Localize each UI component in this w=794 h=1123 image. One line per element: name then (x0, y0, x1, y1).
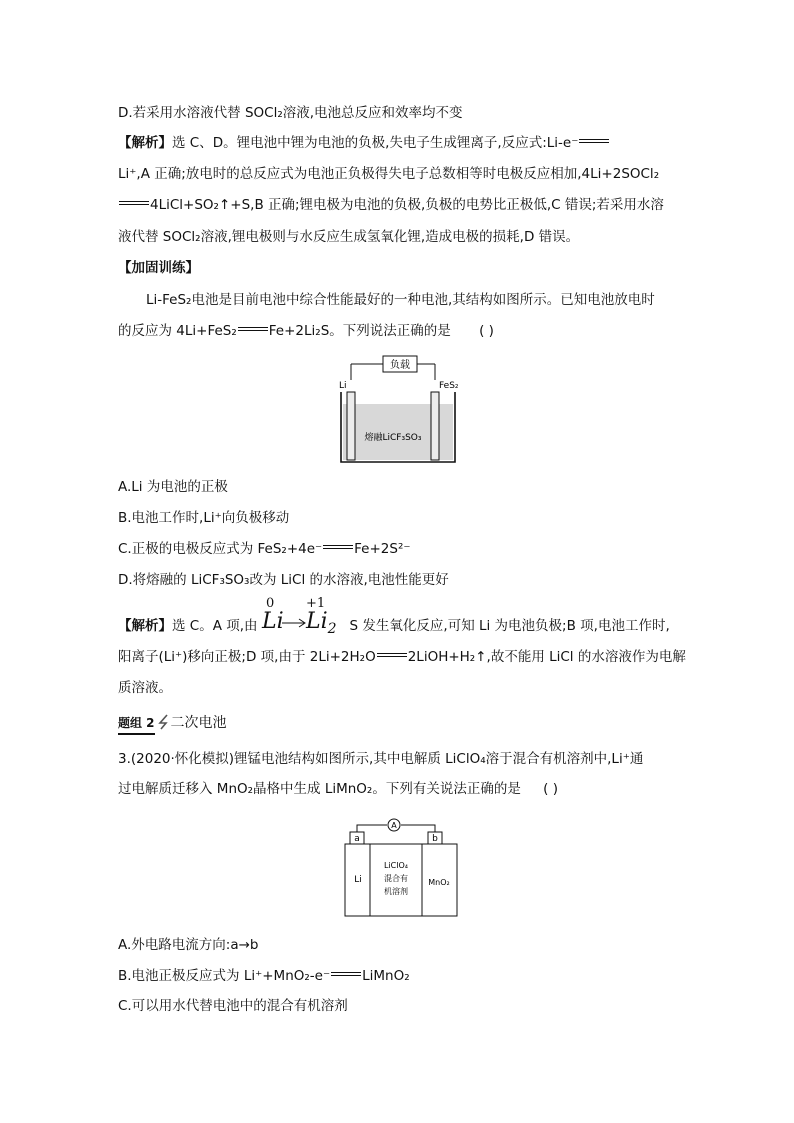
equal-arrow (238, 327, 268, 331)
mno2-label: MnO₂ (428, 878, 450, 887)
q3-option-a: A.外电路电流方向:a→b (118, 937, 259, 953)
wire-left (357, 825, 387, 832)
li-fes2-cell-diagram (335, 352, 465, 464)
question-3-line-1: 3.(2020·怀化模拟)锂锰电池结构如图所示,其中电解质 LiClO₄溶于混合有机溶剂中,Li⁺通 (118, 751, 644, 767)
electrolyte-label: 熔融LiCF₃SO₃ (364, 433, 422, 443)
q3-option-c: C.可以用水代替电池中的混合有机溶剂 (118, 998, 348, 1014)
equal-arrow (119, 201, 149, 205)
analysis-text: 阳离子(Li⁺)移向正极;D 项,由于 2Li+2H₂O (118, 649, 376, 665)
analysis-tag: 【解析】 (118, 618, 172, 634)
answer-paren: ( ) (479, 323, 494, 339)
analysis-2-line-1 (118, 616, 670, 636)
equal-arrow (579, 139, 609, 143)
equal-arrow (323, 545, 353, 549)
lightning-icon (157, 714, 171, 730)
analysis-text: Li⁺,A 正确;放电时的总反应式为电池正负极得失电子总数相等时电极反应相加,4Li+2SOCl₂ (118, 166, 660, 182)
li2-symbol: $Li_2$ (306, 609, 337, 637)
question-text: Fe+2Li₂S。下列说法正确的是 (268, 323, 451, 339)
option-c (118, 539, 411, 559)
option-text: B.电池正极反应式为 Li⁺+MnO₂-e⁻ (118, 968, 331, 984)
left-electrode-label: Li (339, 381, 347, 391)
analysis-text: S 发生氧化反应,可知 Li 为电池负极;B 项,电池工作时, (349, 618, 670, 634)
analysis-2-line-3: 质溶液。 (118, 680, 172, 696)
electrolyte-label-2: 混合有 (384, 874, 408, 883)
q3-option-b (118, 966, 410, 986)
option-a: A.Li 为电池的正极 (118, 479, 228, 495)
analysis-1-line-1 (118, 133, 610, 153)
option-text: LiMnO₂ (362, 968, 410, 984)
fes2-electrode (431, 392, 439, 460)
analysis-text: 2LiOH+H₂↑,故不能用 LiCl 的水溶液作为电解 (407, 649, 686, 665)
load-label: 负载 (390, 360, 410, 371)
electrolyte-label-1: LiClO₄ (384, 861, 408, 870)
analysis-text: 4LiCl+SO₂↑+S,B 正确;锂电极为电池的负极,负极的电势比正极低,C 错误;若采用水溶 (150, 197, 664, 213)
question-line-1: Li-FeS₂电池是目前电池中综合性能最好的一种电池,其结构如图所示。已知电池放电时 (146, 292, 655, 308)
analysis-2-line-2 (118, 647, 686, 667)
li-mno2-cell-diagram (340, 808, 462, 920)
terminal-a-label: a (354, 834, 360, 844)
analysis-1-line-2 (118, 164, 659, 184)
option-b: B.电池工作时,Li⁺向负极移动 (118, 510, 290, 526)
answer-paren: ( ) (543, 781, 558, 797)
oxidation-arrow (282, 616, 308, 630)
li-symbol: Li (262, 609, 284, 634)
terminal-b-label: b (432, 834, 438, 844)
wire-right (401, 825, 435, 832)
option-d: D.将熔融的 LiCF₃SO₃改为 LiCl 的水溶液,电池性能更好 (118, 572, 449, 588)
li-label: Li (354, 875, 362, 885)
training-heading: 【加固训练】 (118, 260, 199, 276)
group-title: 二次电池 (170, 715, 227, 731)
oxidation-state-plus-one: +1 (306, 596, 326, 611)
li-electrode (347, 392, 355, 460)
group-heading (118, 713, 227, 735)
option-d-previous: D.若采用水溶液代替 SOCl₂溶液,电池总反应和效率均不变 (118, 105, 463, 121)
analysis-text: 选 C。A 项,由 (172, 618, 258, 634)
question-line-2 (118, 321, 494, 341)
oxidation-state-zero: 0 (266, 596, 275, 611)
equal-arrow (377, 653, 407, 657)
group-label: 题组 2 (118, 713, 155, 735)
option-text: C.正极的电极反应式为 FeS₂+4e⁻ (118, 541, 323, 557)
question-text: 的反应为 4Li+FeS₂ (118, 323, 237, 339)
question-3-line-2 (118, 779, 558, 799)
option-text: Fe+2S²⁻ (354, 541, 411, 557)
equal-arrow (331, 972, 361, 976)
analysis-tag: 【解析】 (118, 135, 172, 151)
analysis-1-line-4: 液代替 SOCl₂溶液,锂电极则与水反应生成氢氧化锂,造成电极的损耗,D 错误。 (118, 229, 580, 245)
ammeter-label: A (391, 821, 397, 830)
electrolyte-label-3: 机溶剂 (384, 887, 408, 896)
right-electrode-label: FeS₂ (439, 381, 459, 391)
analysis-1-line-3 (118, 195, 664, 215)
analysis-text: 选 C、D。锂电池中锂为电池的负极,失电子生成锂离子,反应式:Li-e⁻ (172, 135, 579, 151)
question-text: 过电解质迁移入 MnO₂晶格中生成 LiMnO₂。下列有关说法正确的是 (118, 781, 521, 797)
